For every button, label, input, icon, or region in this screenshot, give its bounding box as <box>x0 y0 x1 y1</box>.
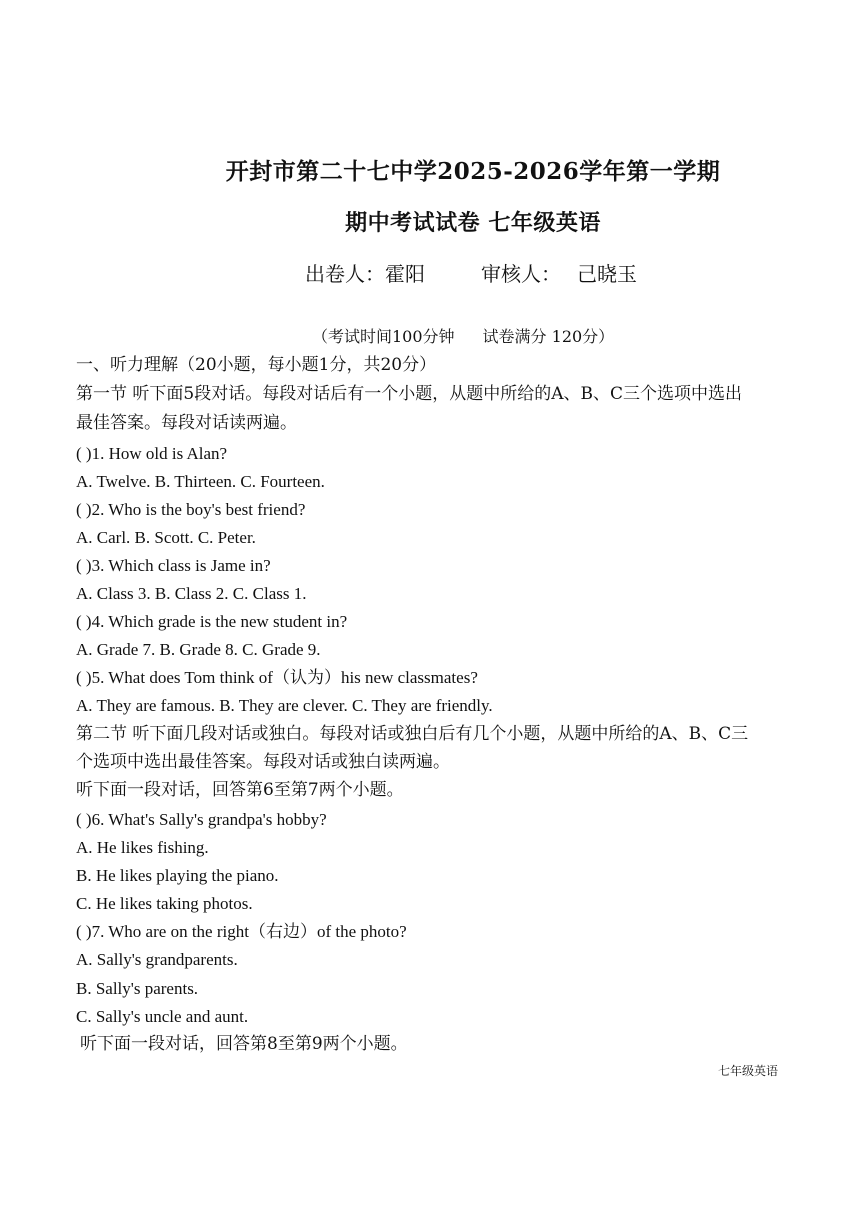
question-3-options: A. Class 3. B. Class 2. C. Class 1. <box>76 584 307 603</box>
question-1: ( )1. How old is Alan? <box>76 444 228 463</box>
question-1-options: A. Twelve. B. Thirteen. C. Fourteen. <box>76 472 325 491</box>
question-7-option-a: A. Sally's grandparents. <box>76 950 238 969</box>
question-3: ( )3. Which class is Jame in? <box>76 556 271 575</box>
question-6: ( )6. What's Sally's grandpa's hobby? <box>76 810 327 829</box>
exam-time: （考试时间100分钟 <box>312 327 455 346</box>
author-label: 出卷人： <box>305 262 385 286</box>
exam-note <box>312 327 614 346</box>
section2-intro-line-2: 个选项中选出最佳答案。每段对话或独白读两遍。 <box>76 752 450 772</box>
section1-intro-line-2: 最佳答案。每段对话读两遍。 <box>76 413 297 433</box>
section2-intro-line-1: 第二节 听下面几段对话或独白。每段对话或独白后有几个小题，从题中所给的A、B、C三 <box>76 724 749 744</box>
question-2: ( )2. Who is the boy's best friend? <box>76 500 306 519</box>
section1-intro-line-1: 第一节 听下面5段对话。每段对话后有一个小题，从题中所给的A、B、C三个选项中选出 <box>76 384 742 404</box>
exam-title-line-2: 期中考试试卷 七年级英语 <box>345 210 601 236</box>
question-6-option-c: C. He likes taking photos. <box>76 894 253 913</box>
part1-title: 一、听力理解（20小题，每小题1分，共20分） <box>76 355 437 375</box>
dialogue-1-intro: 听下面一段对话，回答第6至第7两个小题。 <box>76 780 404 800</box>
exam-title-line-1: 开封市第二十七中学2025-2026学年第一学期 <box>225 158 721 185</box>
question-4-options: A. Grade 7. B. Grade 8. C. Grade 9. <box>76 640 321 659</box>
reviewer-label: 审核人： <box>481 262 561 286</box>
question-7-option-c: C. Sally's uncle and aunt. <box>76 1007 249 1026</box>
page-footer: 七年级英语 <box>718 1064 779 1078</box>
question-6-option-a: A. He likes fishing. <box>76 838 209 857</box>
dialogue-2-intro: 听下面一段对话，回答第8至第9两个小题。 <box>80 1034 408 1054</box>
question-2-options: A. Carl. B. Scott. C. Peter. <box>76 528 256 547</box>
question-5: ( )5. What does Tom think of（认为）his new classmates? <box>76 668 478 687</box>
reviewer-name: 己晓玉 <box>577 262 637 286</box>
question-7: ( )7. Who are on the right（右边）of the photo? <box>76 922 407 941</box>
question-4: ( )4. Which grade is the new student in? <box>76 612 348 631</box>
exam-score: 试卷满分 120分） <box>482 327 615 346</box>
question-5-options: A. They are famous. B. They are clever. C. They are friendly. <box>76 696 493 715</box>
question-7-option-b: B. Sally's parents. <box>76 979 199 998</box>
authors-line <box>305 262 637 286</box>
author-name: 霍阳 <box>385 262 425 286</box>
question-6-option-b: B. He likes playing the piano. <box>76 866 279 885</box>
